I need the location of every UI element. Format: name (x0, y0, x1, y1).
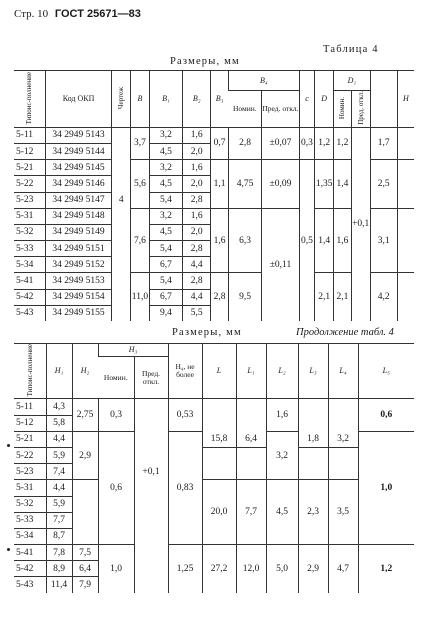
table-2 (14, 343, 414, 593)
col2-type: Типоис-полнение (14, 344, 46, 399)
col-b: B (131, 71, 150, 128)
table-row: 5-22 5,9 (14, 447, 414, 463)
col-type: Типоис-полнение (14, 71, 45, 128)
table2-continuation: Продолжение табл. 4 (296, 327, 394, 338)
table-row: 5-33 34 2949 5151 5,4 2,8 (14, 241, 414, 257)
col-b4: B₄ (228, 71, 299, 91)
table1-caption: Размеры, мм (170, 56, 240, 67)
col2-l2: L₂ (266, 344, 298, 399)
col2-l: L (202, 344, 236, 399)
table-row: 5-22 34 2949 5146 4,5 2,0 (14, 176, 414, 192)
col-d: D (315, 71, 334, 128)
table-row: 5-41 7,8 7,5 1,0 1,25 27,2 12,0 5,0 2,9 4,7 1,2 (14, 545, 414, 561)
table-row: 5-11 4,3 2,75 0,3 +0,1 0,53 1,6 0,6 (14, 399, 414, 415)
col2-l4: L₄ (328, 344, 358, 399)
col2-h2: H₂ (72, 344, 98, 399)
standard-code: ГОСТ 25671—83 (54, 8, 141, 20)
table-1 (14, 70, 414, 321)
table-row: 5-34 34 2949 5152 6,7 4,4 (14, 257, 414, 273)
col2-l5: L₅ (358, 344, 414, 399)
col-drawing: Чертеж (112, 71, 131, 128)
table1-title: Таблица 4 (323, 44, 379, 55)
col-d1-dev: Пред. откл. (351, 91, 370, 128)
table-row: 5-41 34 2949 5153 11,0 5,4 2,8 2,8 9,5 2,1 2,1 4,2 (14, 273, 414, 289)
table-row: 5-21 4,4 2,9 0,6 0,83 15,8 6,4 3,2 1,8 3,2 1,0 (14, 431, 414, 447)
col2-h3-dev: Пред. откл. (134, 357, 168, 399)
margin-mark (7, 548, 10, 551)
col-d1-nom: Номин. (334, 91, 352, 128)
col2-l1: L₁ (236, 344, 266, 399)
table-row: 5-12 5,8 (14, 415, 414, 431)
col-b1: B₁ (149, 71, 182, 128)
col2-h1: H₁ (46, 344, 72, 399)
table-row: 5-21 34 2949 5145 5,6 3,2 1,6 1,1 4,75 ±0,09 0,5 1,35 1,4 2,5 (14, 160, 414, 176)
table-row: 5-23 7,4 (14, 464, 414, 480)
col-b4-dev: Пред. откл. (262, 91, 299, 128)
table2-caption: Размеры, мм (172, 327, 242, 338)
table-row: 5-43 11,4 7,9 (14, 577, 414, 593)
table-row: 5-12 34 2949 5144 4,5 2,0 (14, 143, 414, 159)
col-h: H (397, 71, 414, 128)
col-b4-nom: Номин. (228, 91, 261, 128)
table-row: 5-32 5,9 (14, 496, 414, 512)
table-row: 5-34 8,7 (14, 528, 414, 544)
table-row: 5-32 34 2949 5149 4,5 2,0 (14, 224, 414, 240)
table-row: 5-33 7,7 (14, 512, 414, 528)
table-row: 5-43 34 2949 5155 9,4 5,5 (14, 305, 414, 321)
page-header (14, 8, 141, 20)
col2-h3: H₃ (98, 344, 168, 357)
col-b2: B₂ (183, 71, 211, 128)
table-row: 5-31 34 2949 5148 7,6 3,2 1,6 1,6 6,3 ±0,11 1,4 1,6 3,1 (14, 208, 414, 224)
col2-l3: L₃ (298, 344, 328, 399)
table-row: 5-23 34 2949 5147 5,4 2,8 (14, 192, 414, 208)
col-d1: D₁ (334, 71, 371, 91)
col-c: c (299, 71, 315, 128)
col2-h3-nom: Номин. (98, 357, 134, 399)
col-b3: B₃ (211, 71, 229, 128)
margin-mark (7, 444, 10, 447)
col-code: Код ОКП (45, 71, 112, 128)
table-row: 5-31 4,4 20,0 7,7 4,5 2,3 3,5 (14, 480, 414, 496)
table-row: 5-42 8,9 6,4 (14, 561, 414, 577)
table-row: 5-11 34 2949 5143 4 3,7 3,2 1,6 0,7 2,8 ±0,07 0,3 1,2 1,2 +0,1 1,7 (14, 127, 414, 143)
col-spacer (370, 71, 397, 128)
page-number: Стр. 10 (14, 8, 49, 20)
table-row: 5-42 34 2949 5154 6,7 4,4 (14, 289, 414, 305)
col2-h4: H₄, не более (168, 344, 202, 399)
